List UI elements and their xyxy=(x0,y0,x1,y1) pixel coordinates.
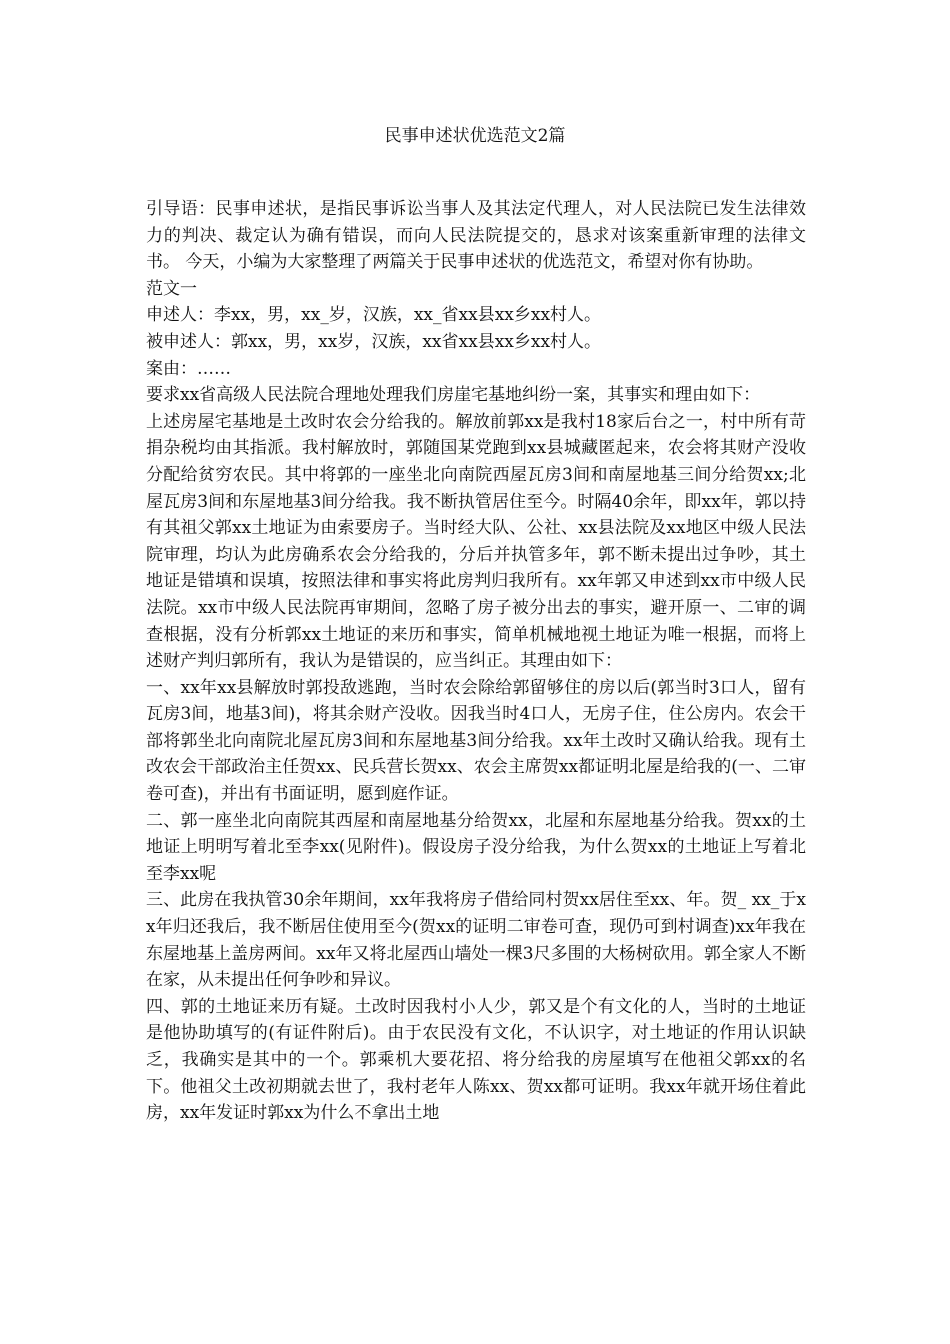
respondent-line: 被申述人：郭xx，男，xx岁，汉族，xx省xx县xx乡xx村人。 xyxy=(146,331,602,352)
reason-two-paragraph: 二、郭一座坐北向南院其西屋和南屋地基分给贺xx，北屋和东屋地基分给我。贺xx的土地证上明明写着北至李xx(见附件)。假设房子没分给我，为什么贺xx的土地证上写着北至李xx呢 xyxy=(146,810,806,884)
facts-paragraph: 上述房屋宅基地是土改时农会分给我的。解放前郭xx是我村18家后台之一，村中所有苛捐杂税均由其指派。我村解放时，郭随国某党跑到xx县城藏匿起来，农会将其财产没收分配给贫穷农民。其中将郭的一座坐北向南院西屋瓦房3间和南屋地基三间分给贺xx;北屋瓦房3间和东屋地基3间分给我。我不断执管居住至今。时隔40余年，即xx年，郭以持有其祖父郭xx土地证为由索要房子。当时经大队、公社、xx县法院及xx地区中级人民法院审理，均认为此房确系农会分给我的，分后并执管多年，郭不断未提出过争吵，其土地证是错填和误填，按照法律和事实将此房判归我所有。xx年郭又申述到xx市中级人民法院。xx市中级人民法院再审期间，忽略了房子被分出去的事实，避开原一、二审的调查根据，没有分析郭xx土地证的来历和事实，简单机械地视土地证为唯一根据，而将上述财产判归郭所有，我认为是错误的，应当纠正。其理由如下： xyxy=(146,411,806,672)
case-cause-line: 案由：…… xyxy=(146,358,231,379)
reason-three-paragraph: 三、此房在我执管30余年期间，xx年我将房子借给同村贺xx居住至xx、年。贺_ xx_于xx年归还我后，我不断居住使用至今(贺xx的证明二审卷可查，现仍可到村调查)xx年我在东屋地基上盖房两间。xx年又将北屋西山墙处一棵3尺多围的大杨树砍用。郭全家人不断在家，从未提出任何争吵和异议。 xyxy=(146,890,806,991)
reason-four-paragraph: 四、郭的土地证来历有疑。土改时因我村小人少，郭又是个有文化的人，当时的土地证是他协助填写的(有证件附后)。由于农民没有文化，不认识字，对土地证的作用认识缺乏，我确实是其中的一个。郭乘机大要花招、将分给我的房屋填写在他祖父郭xx的名下。他祖父土改初期就去世了，我村老年人陈xx、贺xx都可证明。我xx年就开场住着此房，xx年发证时郭xx为什么不拿出土地 xyxy=(146,996,806,1124)
sample-heading: 范文一 xyxy=(146,278,197,299)
petitioner-line: 申述人：李xx，男，xx_岁，汉族，xx_省xx县xx乡xx村人。 xyxy=(146,305,602,326)
request-paragraph: 要求xx省高级人民法院合理地处理我们房崖宅基地纠纷一案，其事实和理由如下： xyxy=(146,385,761,406)
intro-paragraph: 引导语：民事申述状，是指民事诉讼当事人及其法定代理人，对人民法院已发生法律效力的判决、裁定认为确有错误，而向人民法院提交的，恳求对该案重新审理的法律文书。 今天，小编为大家整理了两篇关于民事申述状的优选范文，希望对你有协助。 xyxy=(146,199,806,273)
reason-one-paragraph: 一、xx年xx县解放时郭投敌逃跑，当时农会除给郭留够住的房以后(郭当时3口人，留有瓦房3间，地基3间)，将其余财产没收。因我当时4口人，无房子住，住公房内。农会干部将郭坐北向南院北屋瓦房3间和东屋地基3间分给我。xx年土改时又确认给我。现有土改农会干部政治主任贺xx、民兵营长贺xx、农会主席贺xx都证明北屋是给我的(一、二审卷可查)，并出有书面证明，愿到庭作证。 xyxy=(146,677,806,805)
document-body xyxy=(146,196,806,1127)
document-title: 民事申述状优选范文2篇 xyxy=(384,126,566,146)
